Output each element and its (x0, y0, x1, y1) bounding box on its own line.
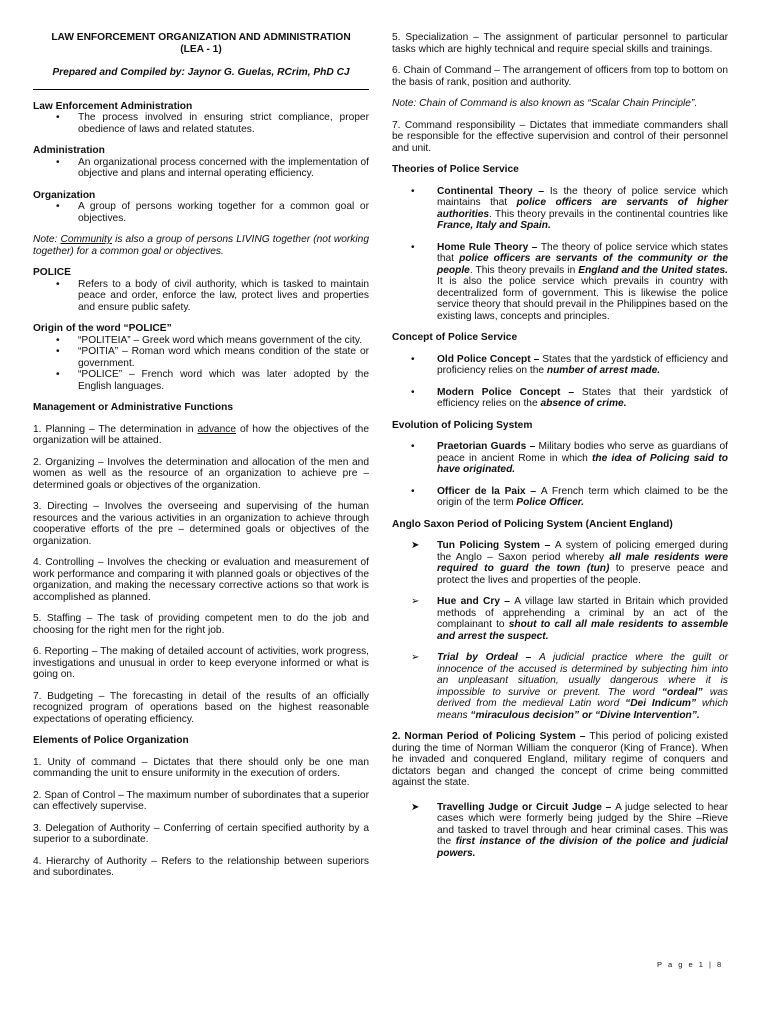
mgmt-directing: 3. Directing – Involves the overseeing and supervising of the human resources and the various activities in an organization to achieve through cooperative efforts of the pre – determined goals or objectives of the organization. (33, 501, 369, 547)
right-column (392, 32, 728, 859)
bullet-dot-icon: • (56, 278, 60, 290)
list-item: • Officer de la Paix – A French term which claimed to be the origin of the term Police Officer. (411, 485, 728, 508)
admin-list (33, 157, 369, 180)
bullet-dot-icon: • (56, 156, 60, 168)
left-column (33, 32, 369, 879)
elem-delegation: 3. Delegation of Authority – Conferring of certain specified authority by a superior to a subordinate. (33, 822, 369, 845)
page-number: P a g e 1 | 8 (657, 960, 724, 969)
compiled-by: Prepared and Compiled by: Jaynor G. Guelas, RCrim, PhD CJ (52, 67, 350, 78)
list-item: ➢ Trial by Ordeal – A judicial practice where the guilt or innocence of the accused is determined by subjecting him into an unpleasant situation, usually dangerous where it is impossible to survive or prevent. The word “ordeal” was derived from the medieval Latin word “Dei Indicum” which means “miraculous decision” or “Divine Intervention”. (411, 652, 728, 721)
bullet-dot-icon: • (411, 386, 415, 398)
doc-title-line1: LAW ENFORCEMENT ORGANIZATION AND ADMINISTRATION (51, 32, 351, 43)
arrow-outline-icon: ➢ (411, 652, 420, 663)
list-item: ➤ Tun Policing System – A system of policing emerged during the Anglo – Saxon period whereby all male residents were required to guard the town (tun) to preserve peace and protect the lives and properties of the people. (411, 540, 729, 586)
org-list (33, 201, 369, 224)
heading-anglo: Anglo Saxon Period of Policing System (Ancient England) (392, 518, 673, 530)
bullet-dot-icon: • (411, 441, 415, 452)
arrow-filled-icon: ➤ (411, 540, 420, 551)
heading-police: POLICE (33, 267, 71, 278)
norman-period: 2. Norman Period of Policing System – This period of policing existed during the time of Norman William the conqueror (King of France). When he invaded and conquered England, military regime of conquers and dictators began and changed the concept of crime being committed against the state. (392, 731, 728, 788)
bullet-dot-icon: • (411, 185, 415, 197)
heading-lea: Law Enforcement Administration (33, 100, 193, 112)
doc-title (33, 32, 369, 55)
heading-concept: Concept of Police Service (392, 332, 518, 343)
mgmt-planning: 1. Planning – The determination in advance of how the objectives of the organization will be attained. (33, 423, 369, 446)
list-item: • A group of persons working together for a common goal or objectives. (56, 201, 369, 224)
list-item: • “POLITEIA” – Greek word which means government of the city. (56, 334, 363, 346)
lea-list (33, 112, 369, 135)
list-item: ➢ Hue and Cry – A village law started in Britain which provided methods of apprehending a criminal by an act of the complainant to shout to call all male residents to assemble and arrest the suspect. (411, 596, 728, 642)
header-divider (33, 89, 369, 90)
list-item: • Refers to a body of civil authority, which is tasked to maintain peace and order, enforce the law, protect lives and properties and ensure public safety. (56, 278, 369, 313)
mgmt-budgeting: 7. Budgeting – The forecasting in detail of the results of an officially recognized program of operations based on the highest reasonable expectations of operating efficiency. (33, 690, 369, 725)
bullet-dot-icon: • (411, 485, 415, 497)
evolution-list (392, 441, 728, 509)
police-list (33, 279, 369, 314)
bullet-dot-icon: • (411, 241, 415, 253)
list-item: • Continental Theory – Is the theory of police service which maintains that police officers are servants of higher authorities. This theory prevails in the continental countries like France, Italy and Spain. (411, 185, 728, 231)
mgmt-controlling: 4. Controlling – Involves the checking or evaluation and measurement of work performance and comparing it with planned goals or objectives of the organization, and making the necessary corrective actions so that work is accomplished as planned. (33, 557, 369, 603)
heading-origin: Origin of the word “POLICE” (33, 323, 172, 334)
heading-evolution: Evolution of Policing System (392, 419, 533, 431)
heading-elements: Elements of Police Organization (33, 735, 189, 746)
elem-chain: 6. Chain of Command – The arrangement of officers from top to bottom on the basis of rank, position and authority. (392, 65, 728, 88)
heading-management: Management or Administrative Functions (33, 402, 234, 413)
origin-list (33, 335, 369, 393)
elem-unity: 1. Unity of command – Dictates that there should only be one man commanding the unit to ensure uniformity in the execution of orders. (33, 756, 369, 779)
elem-hierarchy: 4. Hierarchy of Authority – Refers to the relationship between superiors and subordinates. (33, 855, 369, 878)
bullet-dot-icon: • (56, 369, 60, 380)
list-item: • Praetorian Guards – Military bodies who serve as guardians of peace in ancient Rome in which the idea of Policing said to have originated. (411, 441, 728, 475)
list-item: • “POLICE” – French word which was later adopted by the English languages. (56, 369, 369, 392)
arrow-outline-icon: ➢ (411, 596, 420, 607)
list-item: • Old Police Concept – States that the yardstick of efficiency and proficiency relies on the number of arrest made. (411, 353, 728, 376)
list-item: ➤ Travelling Judge or Circuit Judge – A judge selected to hear cases which were formerly being judged by the Shire –Rieve and tasked to travel through and hear criminal cases. This was the first instance of the division of the police and judicial powers. (411, 801, 728, 859)
list-item: • “POITIA” – Roman word which means condition of the state or government. (56, 346, 369, 369)
list-item: • The process involved in ensuring strict compliance, proper obedience of laws and related statutes. (56, 112, 369, 135)
note-community: Note: Community is also a group of persons LIVING together (not working together) for a common goal or objectives. (33, 234, 369, 257)
bullet-dot-icon: • (56, 112, 60, 123)
mgmt-staffing: 5. Staffing – The task of providing competent men to do the job and choosing for the right men for the right job. (33, 613, 369, 636)
elem-specialization: 5. Specialization – The assignment of particular personnel to particular tasks which are highly technical and require special skills and trainings. (392, 32, 728, 55)
norman-list (392, 802, 728, 860)
mgmt-organizing: 2. Organizing – Involves the determination and allocation of the men and women as well as the resource of an organization to achieve pre – determined goals or objectives of the organization. (33, 456, 369, 491)
elem-command-resp: 7. Command responsibility – Dictates that immediate commanders shall be responsible for the effective supervision and control of their personnel and unit. (392, 119, 728, 154)
arrow-filled-icon: ➤ (411, 801, 420, 813)
heading-organization: Organization (33, 189, 96, 201)
elem-span: 2. Span of Control – The maximum number of subordinates that a superior can effectively supervise. (33, 789, 369, 812)
list-item: • An organizational process concerned with the implementation of objective and plans and internal operating efficiency. (56, 156, 369, 179)
theories-list (392, 186, 728, 323)
list-item: • Home Rule Theory – The theory of police service which states that police officers are servants of the community or the people. This theory prevails in England and the United states. It is also the police service which prevails in country with decentralized form of government. This is likewise the police service theory that should prevail in the Philippines based on the existing laws, concepts and principles. (411, 241, 728, 322)
note-chain: Note: Chain of Command is also known as “Scalar Chain Principle”. (392, 98, 698, 109)
heading-theories: Theories of Police Service (392, 164, 519, 175)
anglo-list (392, 540, 728, 721)
doc-title-line2: (LEA - 1) (180, 43, 222, 55)
heading-administration: Administration (33, 145, 105, 156)
list-item: • Modern Police Concept – States that their yardstick of efficiency relies on the absence of crime. (411, 386, 728, 409)
bullet-dot-icon: • (411, 353, 415, 365)
bullet-dot-icon: • (56, 201, 60, 212)
bullet-dot-icon: • (56, 346, 60, 357)
concept-list (392, 354, 728, 410)
mgmt-reporting: 6. Reporting – The making of detailed account of activities, work progress, investigations and unusual in order to keep everyone informed or what is going on. (33, 646, 369, 680)
bullet-dot-icon: • (56, 334, 60, 346)
